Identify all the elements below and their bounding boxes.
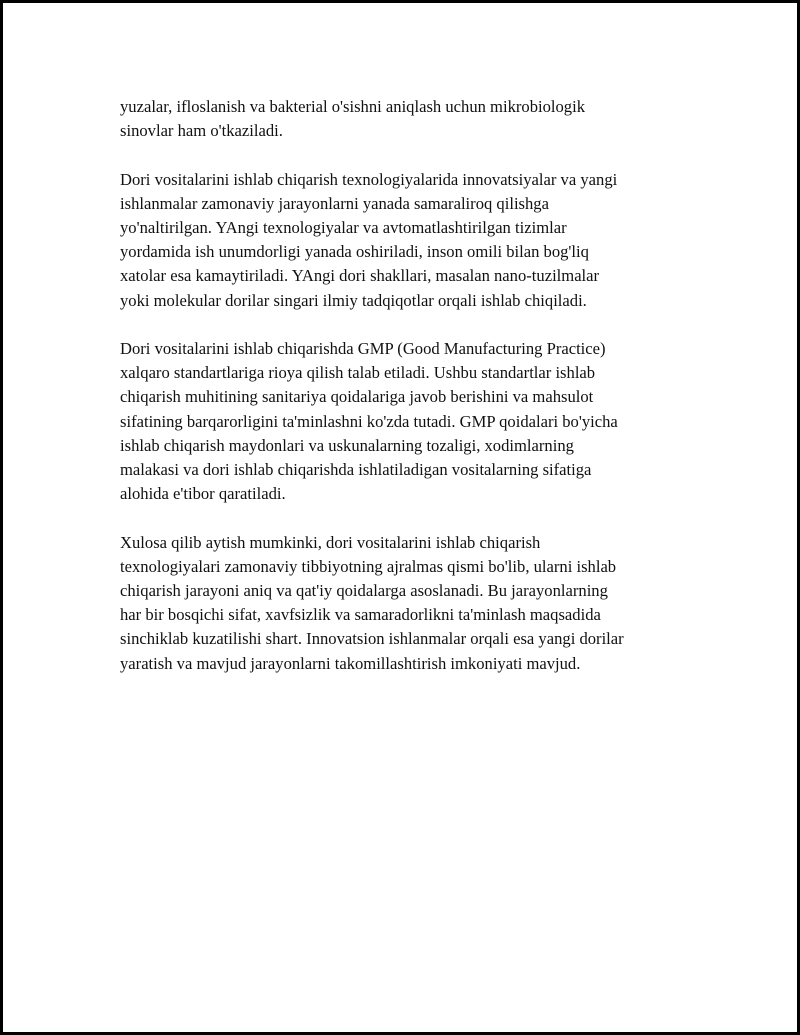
text-line: yordamida ish unumdorligi yanada oshiriladi, inson omili bilan bog'liq [120, 242, 589, 262]
text-line: Dori vositalarini ishlab chiqarishda GMP (Good Manufacturing Practice) [120, 339, 606, 358]
text-line: Xulosa qilib aytish mumkinki, dori vositalarini ishlab chiqarish [120, 532, 541, 552]
paragraph-4 [120, 531, 700, 676]
text-line: texnologiyalari zamonaviy tibbiyotning ajralmas qismi bo'lib, ularni ishlab [120, 556, 617, 576]
text-line: yoki molekular dorilar singari ilmiy tadqiqotlar orqali ishlab chiqiladi. [120, 290, 587, 310]
paragraph-2 [120, 168, 700, 313]
text-line: malakasi va dori ishlab chiqarishda ishlatiladigan vositalarning sifatiga [120, 460, 592, 480]
text-line: sifatining barqarorligini ta'minlashni ko'zda tutadi. GMP qoidalari bo'yicha [120, 411, 618, 431]
text-line: chiqarish muhitining sanitariya qoidalariga javob berishini va mahsulot [120, 387, 594, 407]
text-line: ishlab chiqarish maydonlari va uskunalarning tozaligi, xodimlarning [120, 435, 574, 455]
text-line: Dori vositalarini ishlab chiqarish texnologiyalarida innovatsiyalar va yangi [120, 169, 618, 189]
text-line: sinovlar ham o'tkaziladi. [120, 121, 283, 141]
text-line: yuzalar, ifloslanish va bakterial o'sishni aniqlash uchun mikrobiologik [120, 97, 586, 116]
text-line: alohida e'tibor qaratiladi. [120, 484, 286, 504]
text-line: yaratish va mavjud jarayonlarni takomillashtirish imkoniyati mavjud. [120, 653, 581, 673]
paragraph-3 [120, 337, 700, 506]
document-body [120, 95, 700, 700]
text-line: yo'naltirilgan. YAngi texnologiyalar va avtomatlashtirilgan tizimlar [120, 218, 567, 237]
text-line: ishlanmalar zamonaviy jarayonlarni yanada samaraliroq qilishga [120, 193, 549, 213]
text-line: chiqarish jarayoni aniq va qat'iy qoidalarga asoslanadi. Bu jarayonlarning [120, 581, 608, 601]
text-line: har bir bosqichi sifat, xavfsizlik va samaradorlikni ta'minlash maqsadida [120, 605, 601, 625]
paragraph-1 [120, 95, 700, 143]
text-line: sinchiklab kuzatilishi shart. Innovatsion ishlanmalar orqali esa yangi dorilar [120, 629, 624, 649]
text-line: xalqaro standartlariga rioya qilish talab etiladi. Ushbu standartlar ishlab [120, 363, 596, 383]
text-line: xatolar esa kamaytiriladi. YAngi dori shakllari, masalan nano-tuzilmalar [120, 266, 600, 286]
